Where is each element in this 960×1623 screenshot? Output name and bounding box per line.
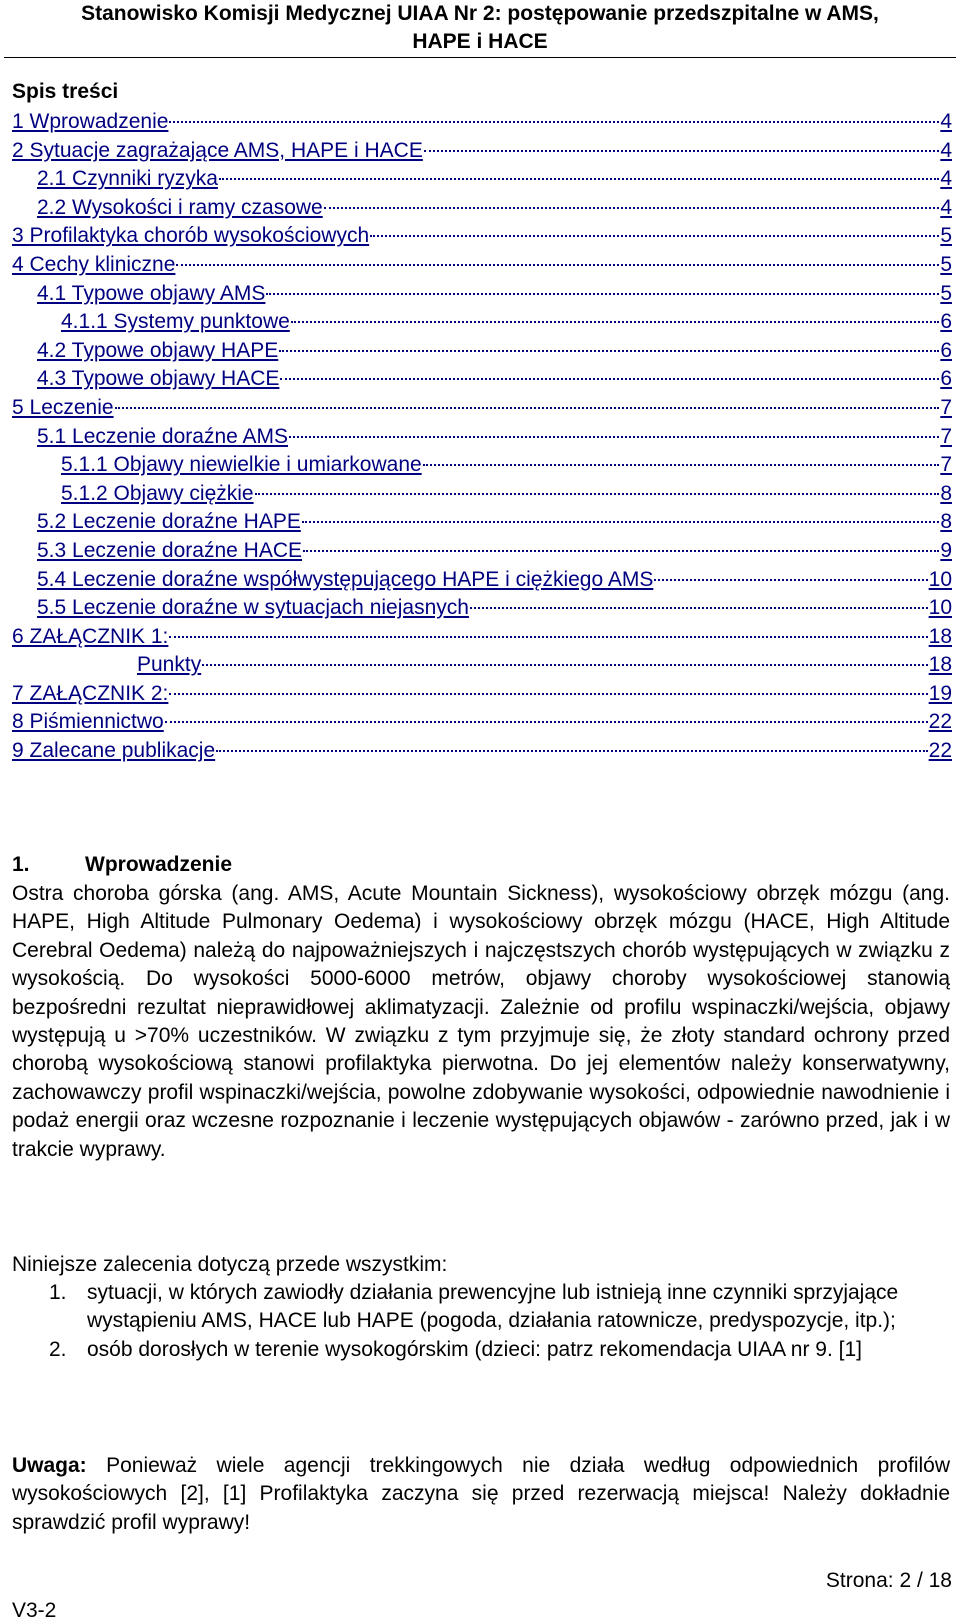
section-heading [12,853,232,877]
toc-entry-page: 6 [940,367,952,391]
toc-entry-label: 4 Cechy kliniczne [12,252,176,276]
toc-entry-label: 7 ZAŁĄCZNIK 2: [12,681,169,705]
list-lead-in: Niniejsze zalecenia dotyczą przede wszystkim: [12,1253,448,1276]
toc-entry[interactable] [0,308,952,337]
toc-entry-page: 22 [928,739,952,763]
toc-leader-dots [424,150,939,152]
toc-entry-label: 5.4 Leczenie doraźne współwystępującego HAPE i ciężkiego AMS [37,567,654,591]
toc-entry-page: 4 [940,138,952,162]
toc-entry-page: 4 [940,167,952,191]
toc-leader-dots [266,293,939,295]
toc-entry-page: 10 [928,567,952,591]
toc-entry[interactable] [0,508,952,537]
note-text: Ponieważ wiele agencji trekkingowych nie działa według odpowiednich profilów wysokościowych [2], [1] Profilaktyka zaczyna się przed rezerwacją miejsca! Należy dokładnie sprawdzić profil wyprawy! [12,1454,950,1534]
toc-entry-page: 9 [940,538,952,562]
toc-entry-label: 5.3 Leczenie doraźne HACE [37,538,302,562]
toc-leader-dots [115,407,940,409]
toc-entry-label: 5.2 Leczenie doraźne HAPE [37,510,301,534]
note-paragraph [12,1452,950,1537]
page-number: Strona: 2 / 18 [825,1569,952,1592]
header-rule [4,57,956,58]
toc-leader-dots [176,264,939,266]
toc-entry-page: 7 [940,453,952,477]
toc-entry[interactable] [0,594,952,623]
running-header [0,0,960,56]
toc-entry[interactable] [0,165,952,194]
toc-entry[interactable] [0,280,952,309]
toc-leader-dots [289,436,939,438]
toc-entry[interactable] [0,680,952,709]
list-item-number: 2. [49,1337,67,1361]
toc-entry-label: 4.1.1 Systemy punktowe [61,310,290,334]
toc-entry[interactable] [0,365,952,394]
toc-entry-page: 10 [928,596,952,620]
toc-entry[interactable] [0,651,952,680]
list-item-text: sytuacji, w których zawiodły działania prewencyjne lub istnieją inne czynniki sprzyjające wystąpieniu AMS, HACE lub HAPE (pogoda, działania ratownicze, predyspozycje, itp.); [87,1281,899,1333]
toc-entry-label: Punkty [137,653,202,677]
toc-leader-dots [303,550,939,552]
toc-entry[interactable] [0,337,952,366]
toc-entry-label: 5 Leczenie [12,395,114,419]
toc-entry-page: 5 [940,281,952,305]
toc-entry[interactable] [0,394,952,423]
toc-entry[interactable] [0,537,952,566]
header-line-1: Stanowisko Komisji Medycznej UIAA Nr 2: postępowanie przedszpitalne w AMS, [81,2,879,25]
toc-leader-dots [423,464,940,466]
toc-entry[interactable] [0,451,952,480]
toc-leader-dots [202,664,927,666]
list-item-number: 1. [49,1281,67,1304]
toc-entry[interactable] [0,566,952,595]
toc-leader-dots [324,207,940,209]
toc-leader-dots [280,378,939,380]
toc-leader-dots [216,750,928,752]
toc-leader-dots [291,321,940,323]
toc-entry-page: 7 [940,395,952,419]
toc-entry[interactable] [0,737,952,766]
toc-leader-dots [169,693,927,695]
toc-entry-page: 4 [940,110,952,133]
toc-entry-label: 5.1.1 Objawy niewielkie i umiarkowane [61,453,422,477]
intro-paragraph: Ostra choroba górska (ang. AMS, Acute Mountain Sickness), wysokościowy obrzęk mózgu (ang. HAPE, High Altitude Pulmonary Oedema) i wysokościowy obrzęk mózgu (HACE, High Altitude Cerebral Oedema) należą do najpoważniejszych i najczęstszych chorób występujących w związku z wysokością. Do wysokości 5000-6000 metrów, objawy choroby wysokościowej stanowią bezpośredni rezultat nieprawidłowej aklimatyzacji. Zależnie od profilu wspinaczki/wejścia, objawy występują u >70% uczestników. W związku z tym przyjmuje się, że złoty standard ochrony przed chorobą wysokościową stanowi profilaktyka pierwotna. Do jej elementów należy konserwatywny, zachowawczy profil wspinaczki/wejścia, powolne zdobywanie wysokości, odpowiednie nawodnienie i podaż energii oraz wczesne rozpoznanie i leczenie występujących objawów - zarówno przed, jak i w trakcie wyprawy. [12,882,950,1161]
document-version: V3-2 [12,1599,57,1622]
toc-entry-label: 9 Zalecane publikacje [12,739,216,763]
toc-entry-page: 6 [940,338,952,362]
toc-entry-page: 5 [940,224,952,248]
toc-entry[interactable] [0,251,952,280]
toc-entry-label: 2.2 Wysokości i ramy czasowe [37,195,323,219]
toc-leader-dots [470,607,928,609]
toc-entry-label: 4.1 Typowe objawy AMS [37,281,266,305]
toc-leader-dots [255,493,940,495]
toc-entry[interactable] [0,708,952,737]
section-title: Wprowadzenie [85,853,233,876]
toc-entry-page: 4 [940,195,952,219]
toc-entry-label: 1 Wprowadzenie [12,110,169,133]
toc-leader-dots [169,636,927,638]
list-item [12,1279,950,1336]
toc-entry[interactable] [0,423,952,452]
toc-entry[interactable] [0,108,952,137]
toc-entry[interactable] [0,480,952,509]
section-number: 1. [12,853,30,876]
list-item-text: osób dorosłych w terenie wysokogórskim (dzieci: patrz rekomendacja UIAA nr 9. [1] [87,1337,863,1361]
toc-entry-page: 5 [940,252,952,276]
note-label: Uwaga: [12,1454,87,1477]
toc-entry[interactable] [0,222,952,251]
toc-title: Spis treści [12,80,119,103]
list-item [12,1336,950,1364]
toc-entry-label: 5.1.2 Objawy ciężkie [61,481,254,505]
toc-entry-label: 5.5 Leczenie doraźne w sytuacjach niejasnych [37,596,469,620]
toc-entry[interactable] [0,194,952,223]
toc-entry-page: 22 [928,710,952,734]
toc-entry-label: 4.3 Typowe objawy HACE [37,367,280,391]
toc-entry-page: 18 [928,653,952,677]
toc-entry[interactable] [0,623,952,652]
toc-entry-page: 19 [928,681,952,705]
toc-entry-label: 3 Profilaktyka chorób wysokościowych [12,224,370,248]
toc-entry-page: 18 [928,624,952,648]
toc-leader-dots [165,721,928,723]
toc-entry-page: 8 [940,510,952,534]
toc-entry-page: 7 [940,424,952,448]
toc-leader-dots [279,350,939,352]
toc-entry-label: 2.1 Czynniki ryzyka [37,167,218,191]
toc-entry-label: 4.2 Typowe objawy HAPE [37,338,279,362]
table-of-contents [0,108,960,766]
toc-leader-dots [302,521,939,523]
toc-entry-label: 6 ZAŁĄCZNIK 1: [12,624,169,648]
toc-entry-label: 5.1 Leczenie doraźne AMS [37,424,288,448]
toc-entry[interactable] [0,137,952,166]
toc-leader-dots [169,121,939,123]
toc-entry-label: 2 Sytuacje zagrażające AMS, HAPE i HACE [12,138,423,162]
header-line-2: HAPE i HACE [412,30,548,53]
toc-entry-page: 6 [940,310,952,334]
toc-leader-dots [219,178,939,180]
toc-entry-label: 8 Piśmiennictwo [12,710,164,734]
toc-leader-dots [370,235,939,237]
numbered-list [12,1279,950,1364]
toc-entry-page: 8 [940,481,952,505]
toc-leader-dots [654,579,927,581]
